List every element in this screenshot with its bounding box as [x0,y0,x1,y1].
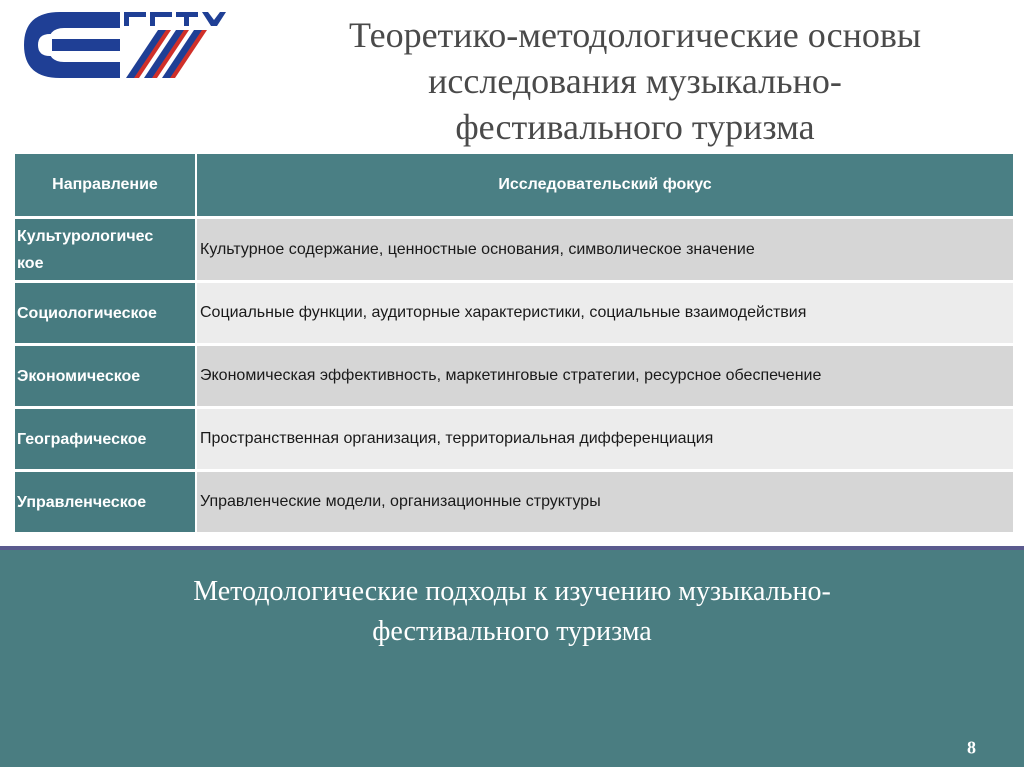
direction-label: Культурологичес [17,227,154,245]
focus-cell: Культурное содержание, ценностные основания, символическое значение [196,218,1013,282]
research-directions-table [15,154,1013,532]
table-row [15,345,1013,408]
title-line-3: фестивального туризма [455,107,815,147]
focus-cell: Социальные функции, аудиторные характеристики, социальные взаимодействия [196,282,1013,345]
table-row [15,218,1013,282]
slide-title [250,12,1020,150]
slide-subtitle [60,572,964,652]
focus-cell: Пространственная организация, территориальная дифференциация [196,408,1013,471]
subtitle-line-2: фестивального туризма [372,616,652,647]
direction-cell: Географическое [15,408,196,471]
direction-cell: Управленческое [15,471,196,533]
page-number: 8 [967,737,976,758]
title-line-1: Теоретико-методологические основы [348,15,922,55]
header-focus: Исследовательский фокус [196,154,1013,218]
table-row [15,282,1013,345]
direction-cell: Социологическое [15,282,196,345]
header-direction: Направление [15,154,196,218]
focus-cell: Экономическая эффективность, маркетинговые стратегии, ресурсное обеспечение [196,345,1013,408]
table-row [15,471,1013,533]
direction-cell [15,218,196,282]
focus-cell: Управленческие модели, организационные структуры [196,471,1013,533]
subtitle-line-1: Методологические подходы к изучению музыкально- [193,576,831,607]
direction-cell: Экономическое [15,345,196,408]
table-row [15,408,1013,471]
table-header-row [15,154,1013,218]
direction-label-cont: кое [17,254,44,272]
title-line-2: исследования музыкально- [428,61,842,101]
ggtu-logo-icon [8,6,232,84]
